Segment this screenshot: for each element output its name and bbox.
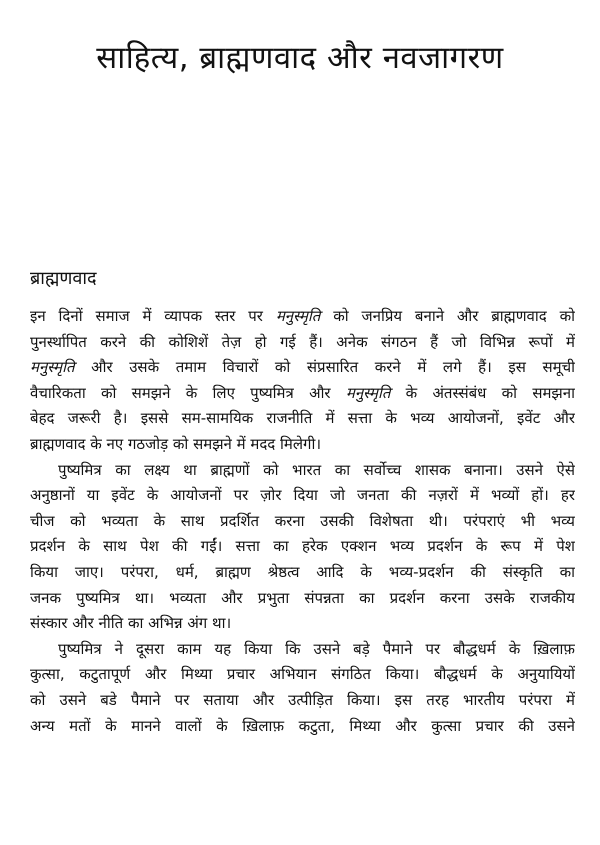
text-line: जनक पुष्यमित्र था। भव्यता और प्रभुता संपन्नता का प्रदर्शन करना उसके राजकीय [30, 588, 575, 607]
text-line: प्रदर्शन के साथ पेश की गईं। सत्ता का हरेक एक्शन भव्य प्रदर्शन के रूप में पेश [30, 537, 575, 556]
text-line: वैचारिकता को समझने के लिए पुष्यमित्र और मनुस्मृति के अंतस्संबंध को समझना [30, 383, 575, 402]
text-line: चीज को भव्यता के साथ प्रदर्शित करना उसकी विशेषता थी। परंपराएं भी भव्य [30, 511, 575, 530]
paragraph-1 [30, 304, 575, 458]
text-line: पुष्यमित्र का लक्ष्य था ब्राह्मणों को भारत का सर्वोच्च शासक बनाना। उसने ऐसे [58, 460, 575, 479]
text-line: मनुस्मृति और उसके तमाम विचारों को संप्रसारित करने में लगे हैं। इस समूची [30, 358, 575, 377]
text-line: को उसने बडे पैमाने पर सताया और उत्पीड़ित किया। इस तरह भारतीय परंपरा में [30, 690, 575, 709]
text-line: कुत्सा, कटुतापूर्ण और मिथ्या प्रचार अभियान संगठित किया। बौद्धधर्म के अनुयायियों [30, 665, 575, 684]
text-line: ब्राह्मणवाद के नए गठजोड़ को समझने में मदद मिलेगी। [30, 434, 322, 453]
text-line: संस्कार और नीति का अभिन्न अंग था। [30, 614, 232, 633]
text-line: पुष्यमित्र ने दूसरा काम यह किया कि उसने बड़े पैमाने पर बौद्धधर्म के ख़िलाफ़ [58, 639, 575, 658]
chapter-title: साहित्य, ब्राह्मणवाद और नवजागरण [96, 40, 504, 76]
text-line: बेहद जरूरी है। इससे सम-सामयिक राजनीति में सत्ता के भव्य आयोजनों, इवेंट और [30, 409, 575, 428]
section-heading: ब्राह्मणवाद [30, 268, 97, 289]
paragraph-3 [30, 637, 575, 739]
paragraph-2 [30, 458, 575, 637]
text-line: अनुष्ठानों या इवेंट के आयोजनों पर ज़ोर दिया जो जनता की नज़रों में भव्यों हों। हर [30, 486, 575, 505]
text-line: किया जाए। परंपरा, धर्म, ब्राह्मण श्रेष्ठत्व आदि के भव्य-प्रदर्शन की संस्कृति का [30, 562, 575, 581]
body-text [30, 304, 575, 739]
text-line: पुनर्स्थापित करने की कोशिशें तेज़ हो गई हैं। अनेक संगठन हैं जो विभिन्न रूपों में [30, 332, 575, 351]
text-line: अन्य मतों के मानने वालों के ख़िलाफ़ कटुता, मिथ्या और कुत्सा प्रचार की उसने [30, 716, 575, 735]
text-line: इन दिनों समाज में व्यापक स्तर पर मनुस्मृति को जनप्रिय बनाने और ब्राह्मणवाद को [30, 307, 575, 325]
